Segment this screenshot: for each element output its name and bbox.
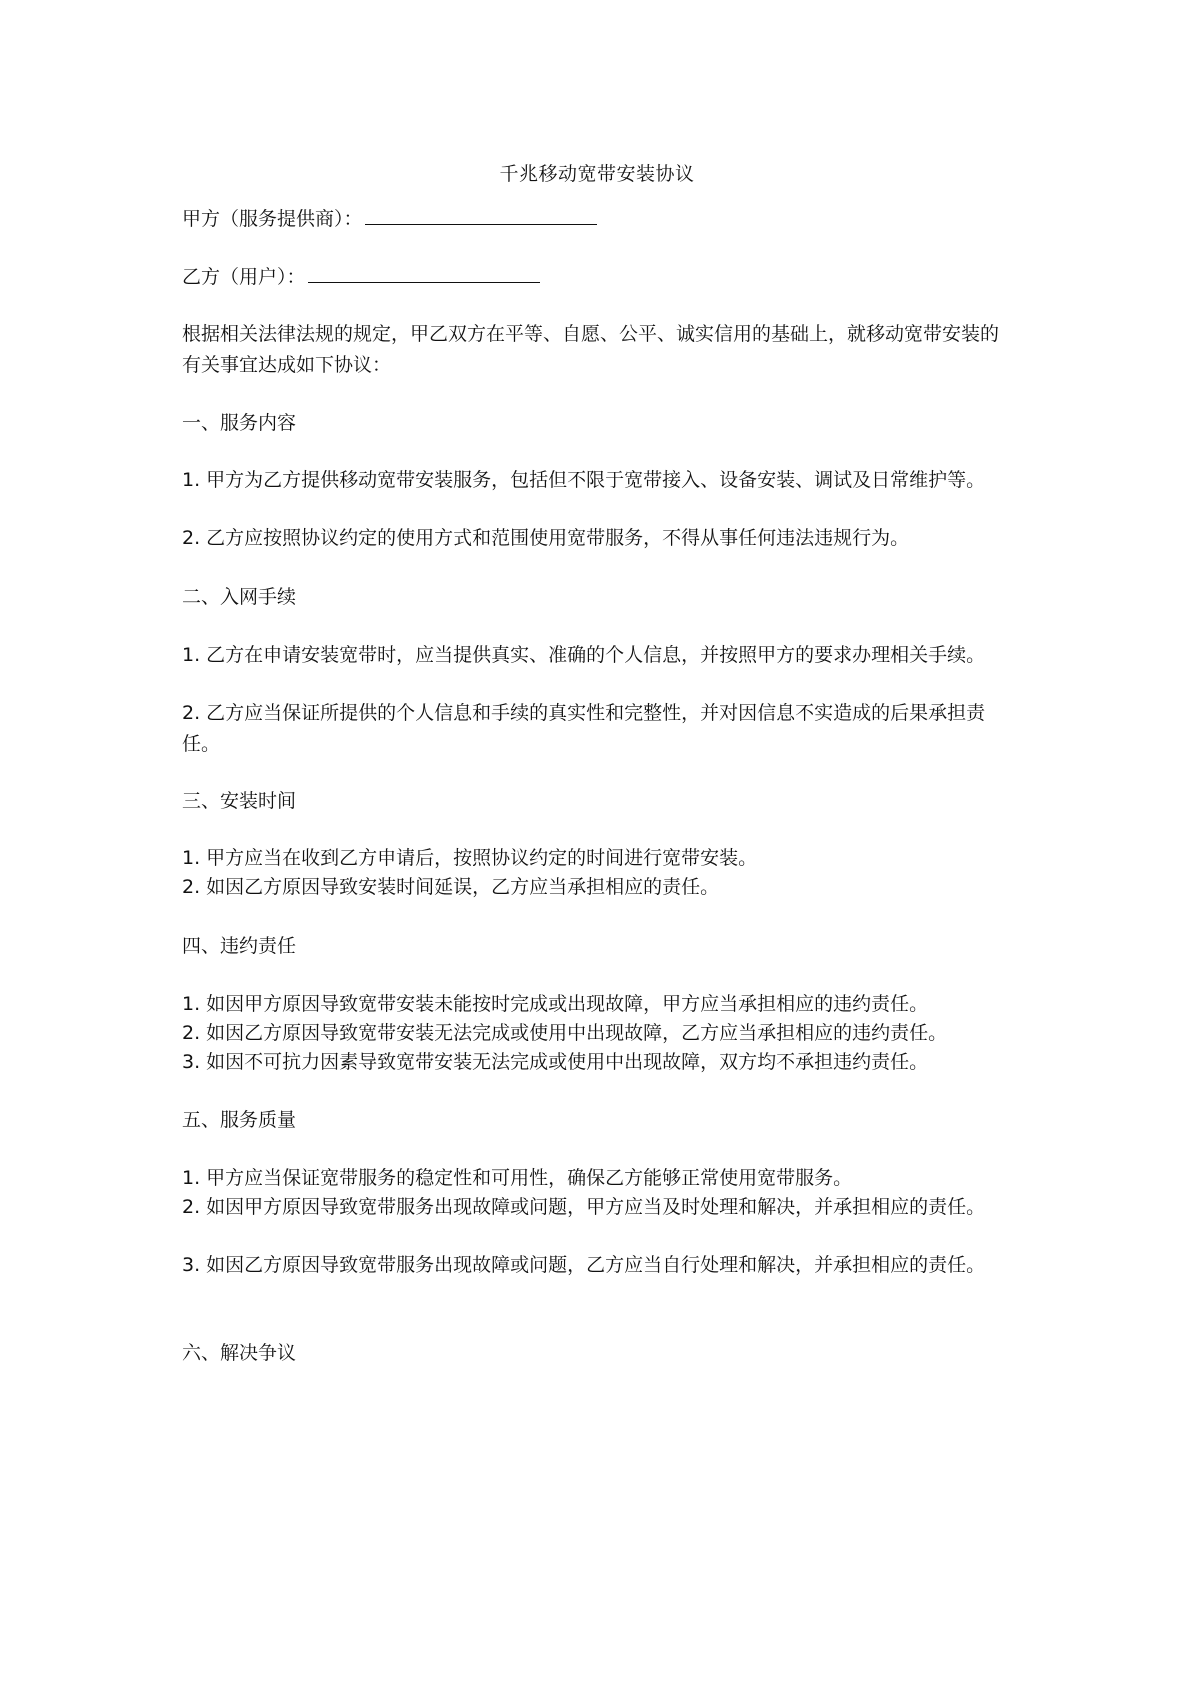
document-title: 千兆移动宽带安装协议 (499, 163, 695, 185)
section-item: 1. 乙方在申请安装宽带时，应当提供真实、准确的个人信息，并按照甲方的要求办理相关手续。 (182, 644, 986, 666)
section-heading: 二、入网手续 (182, 586, 297, 608)
section-item: 2. 乙方应按照协议约定的使用方式和范围使用宽带服务，不得从事任何违法违规行为。 (182, 527, 910, 549)
intro-paragraph: 根据相关法律法规的规定，甲乙双方在平等、自愿、公平、诚实信用的基础上，就移动宽带安装的有关事宜达成如下协议： (182, 323, 1000, 376)
section-heading: 五、服务质量 (182, 1109, 297, 1131)
section-heading: 三、安装时间 (182, 790, 297, 812)
party-b-label: 乙方（用户）： (182, 266, 306, 288)
section-heading: 六、解决争议 (182, 1342, 297, 1364)
party-b-blank[interactable] (308, 266, 540, 283)
party-a-blank[interactable] (365, 208, 597, 225)
section-item: 1. 甲方为乙方提供移动宽带安装服务，包括但不限于宽带接入、设备安装、调试及日常维护等。 (182, 469, 986, 491)
party-b-line (182, 262, 1012, 293)
section-item: 3. 如因不可抗力因素导致宽带安装无法完成或使用中出现故障，双方均不承担违约责任。 (182, 1051, 929, 1073)
section-item: 1. 甲方应当保证宽带服务的稳定性和可用性，确保乙方能够正常使用宽带服务。 (182, 1167, 853, 1189)
party-a-line (182, 204, 1012, 235)
section-heading: 四、违约责任 (182, 935, 297, 957)
section-item: 2. 乙方应当保证所提供的个人信息和手续的真实性和完整性，并对因信息不实造成的后果承担责任。 (182, 702, 986, 755)
section-item: 2. 如因乙方原因导致宽带安装无法完成或使用中出现故障，乙方应当承担相应的违约责任。 (182, 1022, 948, 1044)
section-item: 1. 甲方应当在收到乙方申请后，按照协议约定的时间进行宽带安装。 (182, 847, 758, 869)
section-heading: 一、服务内容 (182, 412, 297, 434)
section-item: 1. 如因甲方原因导致宽带安装未能按时完成或出现故障，甲方应当承担相应的违约责任。 (182, 993, 929, 1015)
party-a-label: 甲方（服务提供商）： (182, 208, 363, 230)
section-item: 2. 如因甲方原因导致宽带服务出现故障或问题，甲方应当及时处理和解决，并承担相应的责任。 (182, 1196, 986, 1218)
section-item: 2. 如因乙方原因导致安装时间延误，乙方应当承担相应的责任。 (182, 876, 720, 898)
section-item: 3. 如因乙方原因导致宽带服务出现故障或问题，乙方应当自行处理和解决，并承担相应的责任。 (182, 1254, 986, 1276)
